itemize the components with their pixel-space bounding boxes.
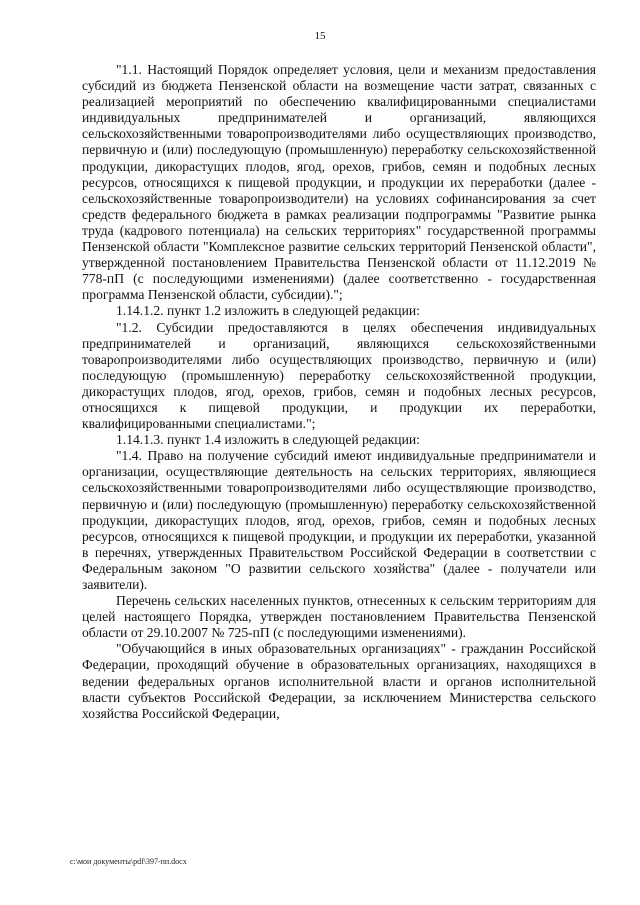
paragraph-settlements-list: Перечень сельских населенных пунктов, отнесенных к сельским территориям для целей настоящего Порядка, утвержден постановлением Правительства Пензенской области от 29.10.2007 № 725-пП (с последующими изменениями). xyxy=(82,593,596,641)
paragraph-student-definition: "Обучающийся в иных образовательных организациях" - гражданин Российской Федерации, проходящий обучение в образовательных организациях, находящихся в ведении федеральных органов исполнительной власти и органов исполнительной власти субъектов Российской Федерации, за исключением Министерства сельского хозяйства Российской Федерации, xyxy=(82,641,596,721)
paragraph-1-14-1-2: 1.14.1.2. пункт 1.2 изложить в следующей редакции: xyxy=(116,303,420,319)
paragraph-1-4: "1.4. Право на получение субсидий имеют индивидуальные предприниматели и организации, осуществляющие деятельность на сельских территориях, являющиеся сельскохозяйственными товаропроизводителями либо осуществляющие производство, первичную и (или) последующую (промышленную) переработку сельскохозяйственной продукции, дикорастущих плодов, ягод, орехов, грибов, семян и подобных лесных ресурсов, относящихся к пищевой продукции, и продукции их переработки, указанной в перечнях, утвержденных Правительством Российской Федерации в соответствии с Федеральным законом "О развитии сельского хозяйства" (далее - получатели или заявители). xyxy=(82,448,596,592)
document-body xyxy=(82,62,596,722)
paragraph-1-14-1-3: 1.14.1.3. пункт 1.4 изложить в следующей редакции: xyxy=(116,432,420,448)
paragraph-1-1: "1.1. Настоящий Порядок определяет условия, цели и механизм предоставления субсидий из бюджета Пензенской области на возмещение части затрат, связанных с реализацией мероприятий по обеспечению квалифицированными специалистами индивидуальных предпринимателей и организаций, являющихся сельскохозяйственными товаропроизводителями либо осуществляющих производство, первичную и (или) последующую (промышленную) переработку сельскохозяйственной продукции, дикорастущих плодов, ягод, орехов, грибов, семян и подобных лесных ресурсов, относящихся к пищевой продукции, и продукции их переработки (далее - сельскохозяйственные товаропроизводители) на условиях софинансирования за счет средств федерального бюджета в рамках реализации подпрограммы "Развитие рынка труда (кадрового потенциала) на сельских территориях" государственной программы Пензенской области "Комплексное развитие сельских территорий Пензенской области", утвержденной постановлением Правительства Пензенской области от 11.12.2019 № 778-пП (с последующими изменениями) (далее соответственно - государственная программа Пензенской области, субсидии)."; xyxy=(82,62,596,303)
footer-file-path: c:\мои документы\pdf\397-пп.docx xyxy=(70,857,187,866)
page-number: 15 xyxy=(314,30,326,42)
paragraph-1-2: "1.2. Субсидии предоставляются в целях обеспечения индивидуальных предпринимателей и организаций, являющихся сельскохозяйственными товаропроизводителями либо осуществляющих производство, первичную и (или) последующую (промышленную) переработку сельскохозяйственной продукции, дикорастущих плодов, ягод, орехов, грибов, семян и подобных лесных ресурсов, относящихся к пищевой продукции, и продукции их переработки, квалифицированными специалистами."; xyxy=(82,319,596,432)
